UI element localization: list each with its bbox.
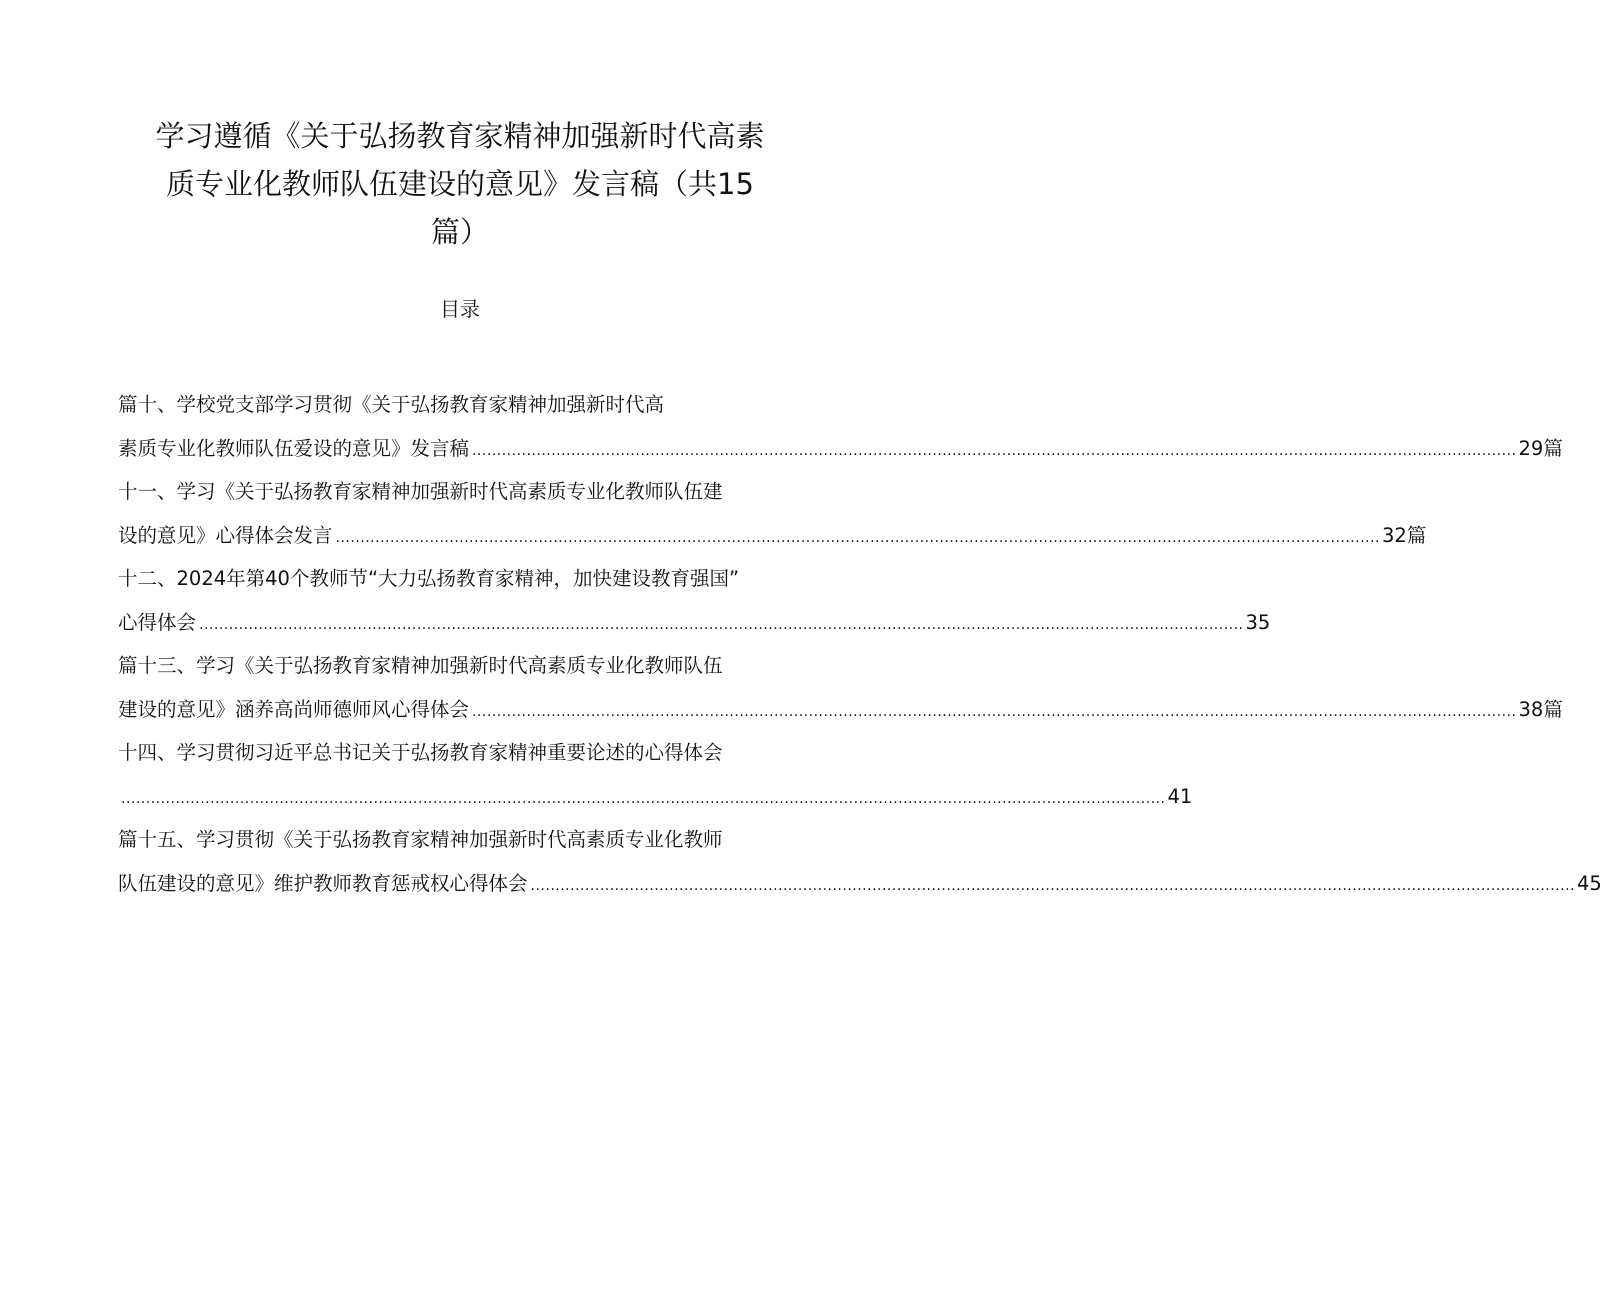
title-line: 篇） (430, 215, 489, 249)
toc-entry[interactable] (118, 736, 1193, 823)
toc-page-number: 35 (1245, 611, 1271, 634)
dot-leader: ................................................................................................................................................................................................................... (530, 878, 1576, 894)
toc-entry-line (118, 519, 1427, 562)
toc-entry-title: 篇十五、学习贯彻《关于弘扬教育家精神加强新时代高素质专业化教师 (118, 828, 723, 851)
toc-entry-title: 十四、学习贯彻习近平总书记关于弘扬教育家精神重要论述的心得体会 (118, 741, 723, 764)
toc-entry[interactable] (118, 388, 1563, 475)
dot-leader: ................................................................................................................................................................................................................... (335, 530, 1381, 546)
title-line: 学习遵循《关于弘扬教育家精神加强新时代高素 (155, 119, 765, 153)
toc-entry-line (118, 432, 1563, 475)
toc-page-number: 45 (1577, 872, 1602, 895)
dot-leader: ................................................................................................................................................................................................................... (199, 617, 1244, 633)
toc-entry[interactable] (118, 649, 1563, 736)
toc-page-number: 41 (1167, 785, 1193, 808)
toc-entry-title-continued: 心得体会 (118, 611, 197, 634)
toc-entry-title-continued: 队伍建设的意见》维护教师教育惩戒权心得体会 (118, 872, 528, 895)
toc-entry[interactable] (118, 823, 1602, 910)
toc-page-number: 38篇 (1518, 698, 1563, 721)
dot-leader: ................................................................................................................................................................................................................... (472, 704, 1517, 720)
toc-entry-line (118, 606, 1271, 649)
dot-leader: ................................................................................................................................................................................................................... (121, 791, 1166, 807)
toc-entry-title-continued: 建设的意见》涵养高尚师德师风心得体会 (118, 698, 470, 721)
toc-entry-title: 篇十三、学习《关于弘扬教育家精神加强新时代高素质专业化教师队伍 (118, 654, 723, 677)
toc-entry-line (118, 780, 1193, 823)
toc-heading: 目录 (440, 297, 480, 321)
toc-entry[interactable] (118, 475, 1427, 562)
toc-page-number: 29篇 (1518, 437, 1563, 460)
table-of-contents (118, 388, 1602, 910)
toc-entry-line (118, 693, 1563, 736)
toc-page-number: 32篇 (1382, 524, 1427, 547)
title-line: 质专业化教师队伍建设的意见》发言稿（共15 (166, 167, 754, 201)
dot-leader: ................................................................................................................................................................................................................... (472, 443, 1517, 459)
toc-entry-line (118, 867, 1602, 910)
toc-entry-title-continued: 设的意见》心得体会发言 (118, 524, 333, 547)
toc-entry[interactable] (118, 562, 1271, 649)
toc-entry-title: 十一、学习《关于弘扬教育家精神加强新时代高素质专业化教师队伍建 (118, 480, 723, 503)
toc-entry-title: 十二、2024年第40个教师节“大力弘扬教育家精神，加快建设教育强国” (118, 567, 740, 590)
toc-entry-title: 篇十、学校党支部学习贯彻《关于弘扬教育家精神加强新时代高 (118, 393, 665, 416)
document-title (110, 112, 810, 256)
toc-entry-title-continued: 素质专业化教师队伍爱设的意见》发言稿 (118, 437, 470, 460)
